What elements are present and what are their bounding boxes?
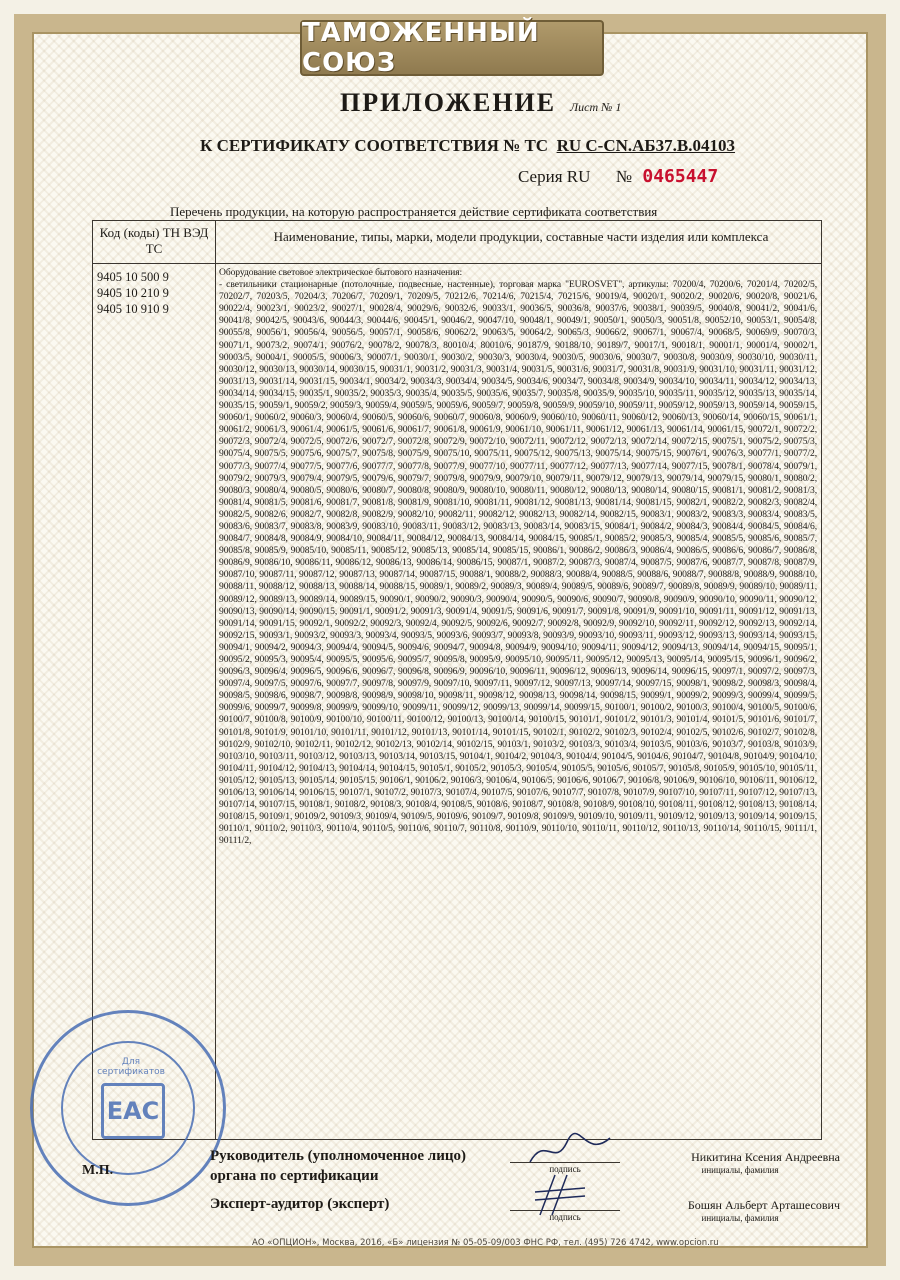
series-line: [518, 166, 718, 187]
head-name-label: инициалы, фамилия: [701, 1165, 779, 1175]
expert-signature-label: подпись: [549, 1212, 581, 1222]
product-articles: - светильники стационарные (потолочные, подвесные, настенные), торговая марка "EUROSVET", артикулы: 70200/4, 70200/6, 70201/4, 70202/5, 70202/7, 70203/5, 70204/3, 70206/7, 70209/1, 70209/5, 70212/6, 70214/6, 70215/4, 70215/6, 90019/4, 90020/1, 90020/2, 90020/6, 90020/8, 90021/6, 90022/4, 90023/1, 90023/2, 90027/1, 90028/4, 90029/6, 90032/6, 90033/1, 90036/5, 90036/8, 90037/6, 90038/1, 90039/5, 90040/8, 90041/2, 90041/6, 90041/8, 90042/5, 90043/6, 90044/3, 90044/6, 90045/1, 90046/2, 90047/10, 90048/1, 90049/1, 90050/1, 90050/3, 90051/8, 90052/10, 90053/1, 90054/8, 90055/8, 90056/1, 90056/4, 90056/5, 90057/1, 90058/6, 90062/2, 90063/5, 90064/2, 90065/3, 90066/2, 90067/1, 90067/4, 90068/5, 90069/9, 90070/3, 90071/1, 90073/2, 90074/1, 90076/2, 90078/2, 90078/3, 80010/4, 80010/6, 90187/9, 90188/10, 90189/7, 90017/1, 90018/1, 90001/1, 90001/4, 90002/1, 90003/5, 90004/1, 90005/5, 90006/3, 90007/1, 90030/1, 90030/2, 90030/3, 90030/4, 90030/5, 90030/6, 90030/7, 90030/8, 90030/9, 90030/10, 90030/11, 90030/12, 90030/13, 90030/14, 90030/15, 90031/1, 90031/2, 90031/3, 90031/4, 90031/5, 90031/6, 90031/7, 90031/8, 90031/9, 90031/10, 90031/11, 90031/12, 90031/13, 90031/14, 90031/15, 90034/1, 90034/2, 90034/3, 90034/4, 90034/5, 90034/6, 90034/7, 90034/8, 90034/9, 90034/10, 90034/11, 90034/12, 90034/13, 90034/14, 90034/15, 90035/1, 90035/2, 90035/3, 90035/4, 90035/5, 90035/6, 90035/7, 90035/8, 90035/9, 90035/10, 90035/11, 90035/12, 90035/13, 90035/14, 90035/15, 90059/1, 90059/2, 90059/3, 90059/4, 90059/5, 90059/6, 90059/7, 90059/8, 90059/9, 90059/10, 90059/11, 90059/12, 90059/13, 90059/14, 90059/15, 90060/1, 90060/2, 90060/3, 90060/4, 90060/5, 90060/6, 90060/7, 90060/8, 90060/9, 90060/10, 90060/11, 90060/12, 90060/13, 90060/14, 90060/15, 90061/1, 90061/2, 90061/3, 90061/4, 90061/5, 90061/6, 90061/7, 90061/8, 90061/9, 90061/10, 90061/11, 90061/12, 90061/13, 90061/14, 90061/15, 90072/1, 90072/2, 90072/3, 90072/4, 90072/5, 90072/6, 90072/7, 90072/8, 90072/9, 90072/10, 90072/11, 90072/12, 90072/13, 90072/14, 90072/15, 90075/1, 90075/2, 90075/3, 90075/4, 90075/5, 90075/6, 90075/7, 90075/8, 90075/9, 90075/10, 90075/11, 90075/12, 90075/13, 90075/14, 90075/15, 90076/1, 90076/3, 90077/1, 90077/2, 90077/3, 90077/4, 90077/5, 90077/6, 90077/7, 90077/8, 90077/9, 90077/10, 90077/11, 90077/12, 90077/13, 90077/14, 90077/15, 90078/1, 90078/4, 90079/1, 90079/2, 90079/3, 90079/4, 90079/5, 90079/6, 90079/7, 90079/8, 90079/9, 90079/10, 90079/11, 90079/12, 90079/13, 90079/14, 90079/15, 90080/1, 90080/2, 90080/3, 90080/4, 90080/5, 90080/6, 90080/7, 90080/8, 90080/9, 90080/10, 90080/11, 90080/12, 90080/13, 90080/14, 90080/15, 90081/1, 90081/2, 90081/3, 90081/4, 90081/5, 90081/6, 90081/7, 90081/8, 90081/9, 90081/10, 90081/11, 90081/12, 90081/13, 90081/14, 90081/15, 90082/1, 90082/2, 90082/3, 90082/4, 90082/5, 90082/6, 90082/7, 90082/8, 90082/9, 90082/10, 90082/11, 90082/12, 90082/13, 90082/14, 90082/15, 90083/1, 90083/2, 90083/3, 90083/4, 90083/5, 90083/6, 90083/7, 90083/8, 90083/9, 90083/10, 90083/11, 90083/12, 90083/13, 90083/14, 90083/15, 90084/1, 90084/2, 90084/3, 90084/4, 90084/5, 90084/6, 90084/7, 90084/8, 90084/9, 90084/10, 90084/11, 90084/12, 90084/13, 90084/14, 90084/15, 90085/1, 90085/2, 90085/3, 90085/4, 90085/5, 90085/6, 90085/7, 90085/8, 90085/9, 90085/10, 90085/11, 90085/12, 90085/13, 90085/14, 90085/15, 90086/1, 90086/2, 90086/3, 90086/4, 90086/5, 90086/6, 90086/7, 90086/8, 90086/9, 90086/10, 90086/11, 90086/12, 90086/13, 90086/14, 90086/15, 90087/1, 90087/2, 90087/3, 90087/4, 90087/5, 90087/6, 90087/7, 90087/8, 90087/9, 90087/10, 90087/11, 90087/12, 90087/13, 90087/14, 90087/15, 90088/1, 90088/2, 90088/3, 90088/4, 90088/5, 90088/6, 90088/7, 90088/8, 90088/9, 90088/10, 90088/11, 90088/12, 90088/13, 90088/14, 90088/15, 90089/1, 90089/2, 90089/3, 90089/4, 90089/5, 90089/6, 90089/7, 90089/8, 90089/9, 90089/10, 90089/11, 90089/12, 90089/13, 90089/14, 90089/15, 90090/1, 90090/2, 90090/3, 90090/4, 90090/5, 90090/6, 90090/7, 90090/8, 90090/9, 90090/10, 90090/11, 90090/12, 90090/13, 90090/14, 90090/15, 90091/1, 90091/2, 90091/3, 90091/4, 90091/5, 90091/6, 90091/7, 90091/8, 90091/9, 90091/10, 90091/11, 90091/12, 90091/13, 90091/14, 90091/15, 90092/1, 90092/2, 90092/3, 90092/4, 90092/5, 90092/6, 90092/7, 90092/8, 90092/9, 90092/10, 90092/11, 90092/12, 90092/13, 90092/14, 90092/15, 90093/1, 90093/2, 90093/3, 90093/4, 90093/5, 90093/6, 90093/7, 90093/8, 90093/9, 90093/10, 90093/11, 90093/12, 90093/13, 90093/14, 90093/15, 90094/1, 90094/2, 90094/3, 90094/4, 90094/5, 90094/6, 90094/7, 90094/8, 90094/9, 90094/10, 90094/11, 90094/12, 90094/13, 90094/14, 90094/15, 90095/1, 90095/2, 90095/3, 90095/4, 90095/5, 90095/6, 90095/7, 90095/8, 90095/9, 90095/10, 90095/11, 90095/12, 90095/13, 90095/14, 90095/15, 90096/1, 90096/2, 90096/3, 90096/4, 90096/5, 90096/6, 90096/7, 90096/8, 90096/9, 90096/10, 90096/11, 90096/12, 90096/13, 90096/14, 90096/15, 90097/1, 90097/2, 90097/3, 90097/4, 90097/5, 90097/6, 90097/7, 90097/8, 90097/9, 90097/10, 90097/11, 90097/12, 90097/13, 90097/14, 90097/15, 90098/1, 90098/2, 90098/3, 90098/4, 90098/5, 90098/6, 90098/7, 90098/8, 90098/9, 90098/10, 90098/11, 90098/12, 90098/13, 90098/14, 90098/15, 90099/1, 90099/2, 90099/3, 90099/4, 90099/5, 90099/6, 90099/7, 90099/8, 90099/9, 90099/10, 90099/11, 90099/12, 90099/13, 90099/14, 90099/15, 90100/1, 90100/2, 90100/3, 90100/4, 90100/5, 90100/6, 90100/7, 90100/8, 90100/9, 90100/10, 90100/11, 90100/12, 90100/13, 90100/14, 90100/15, 90101/1, 90101/2, 90101/3, 90101/4, 90101/5, 90101/6, 90101/7, 90101/8, 90101/9, 90101/10, 90101/11, 90101/12, 90101/13, 90101/14, 90101/15, 90102/1, 90102/2, 90102/3, 90102/4, 90102/5, 90102/6, 90102/7, 90102/8, 90102/9, 90102/10, 90102/11, 90102/12, 90102/13, 90102/14, 90102/15, 90103/1, 90103/2, 90103/3, 90103/4, 90103/5, 90103/6, 90103/7, 90103/8, 90103/9, 90103/10, 90103/11, 90103/12, 90103/13, 90103/14, 90103/15, 90104/1, 90104/2, 90104/3, 90104/4, 90104/5, 90104/6, 90104/7, 90104/8, 90104/9, 90104/10, 90104/11, 90104/12, 90104/13, 90104/14, 90104/15, 90105/1, 90105/2, 90105/3, 90105/4, 90105/5, 90105/6, 90105/7, 90105/8, 90105/9, 90105/10, 90105/11, 90105/12, 90105/13, 90105/14, 90105/15, 90106/1, 90106/2, 90106/3, 90106/4, 90106/5, 90106/6, 90106/7, 90106/8, 90106/9, 90106/10, 90106/11, 90106/12, 90106/13, 90106/14, 90106/15, 90107/1, 90107/2, 90107/3, 90107/4, 90107/5, 90107/6, 90107/7, 90107/8, 90107/9, 90107/10, 90107/11, 90107/12, 90107/13, 90107/14, 90107/15, 90108/1, 90108/2, 90108/3, 90108/4, 90108/5, 90108/6, 90108/7, 90108/8, 90108/9, 90108/10, 90108/11, 90108/12, 90108/13, 90108/14, 90108/15, 90109/1, 90109/2, 90109/3, 90109/4, 90109/5, 90109/6, 90109/7, 90109/8, 90109/9, 90109/10, 90109/11, 90109/12, 90109/13, 90109/14, 90109/15, 90110/1, 90110/2, 90110/3, 90110/4, 90110/5, 90110/6, 90110/7, 90110/8, 90110/9, 90110/10, 90110/11, 90110/12, 90110/13, 90110/14, 90110/15, 90111/1, 90111/2,: [219, 279, 817, 847]
sheet-number: Лист № 1: [570, 100, 622, 114]
expert-role: Эксперт-аудитор (эксперт): [210, 1196, 390, 1212]
product-list-caption: Перечень продукции, на которую распространяется действие сертификата соответствия: [170, 204, 658, 219]
column-divider: [215, 221, 216, 1139]
head-role: Руководитель (уполномоченное лицо) органа по сертификации: [210, 1148, 467, 1184]
certificate-number: RU C-CN.АБ37.В.04103: [556, 136, 735, 155]
series-label: Серия RU: [518, 167, 591, 186]
tnved-code: 9405 10 210 9: [97, 286, 169, 300]
head-name-block: [640, 1150, 840, 1175]
eac-mark: ЕАС: [101, 1083, 165, 1139]
expert-name: Бошян Альберт Арташесович: [687, 1198, 840, 1212]
series-no-label: №: [615, 167, 633, 186]
expert-name-label: инициалы, фамилия: [701, 1213, 779, 1223]
code-column-header: Код (коды) ТН ВЭД ТС: [99, 225, 209, 256]
product-lead: Оборудование световое электрическое бытового назначения:: [219, 267, 463, 278]
product-table: [92, 220, 822, 1140]
seal-label: Для сертификатов: [97, 1057, 165, 1077]
tnved-code: 9405 10 910 9: [97, 302, 169, 316]
certification-seal: [30, 1010, 226, 1206]
printer-imprint: АО «ОПЦИОН», Москва, 2016, «Б» лицензия № 05-05-09/003 ФНС РФ, тел. (495) 726 4742, www.opcion.ru: [252, 1238, 719, 1248]
name-column-header: Наименование, типы, марки, модели продукции, составные части изделия или комплекса: [273, 229, 769, 244]
seal-place-label: М.П.: [82, 1163, 114, 1178]
product-description: [219, 267, 817, 1133]
tnved-codes: [97, 269, 213, 317]
head-name: Никитина Ксения Андреевна: [691, 1150, 840, 1164]
appendix-title: ПРИЛОЖЕНИЕ: [340, 88, 557, 117]
customs-union-banner: ТАМОЖЕННЫЙ СОЮЗ: [300, 20, 604, 76]
head-signature-label: подпись: [549, 1164, 581, 1174]
series-number: 0465447: [642, 166, 719, 187]
header-divider: [93, 263, 821, 264]
certificate-line: [200, 136, 735, 156]
tnved-code: 9405 10 500 9: [97, 270, 169, 284]
certificate-prefix: К СЕРТИФИКАТУ СООТВЕТСТВИЯ № ТС: [200, 136, 549, 155]
expert-name-block: [640, 1198, 840, 1223]
